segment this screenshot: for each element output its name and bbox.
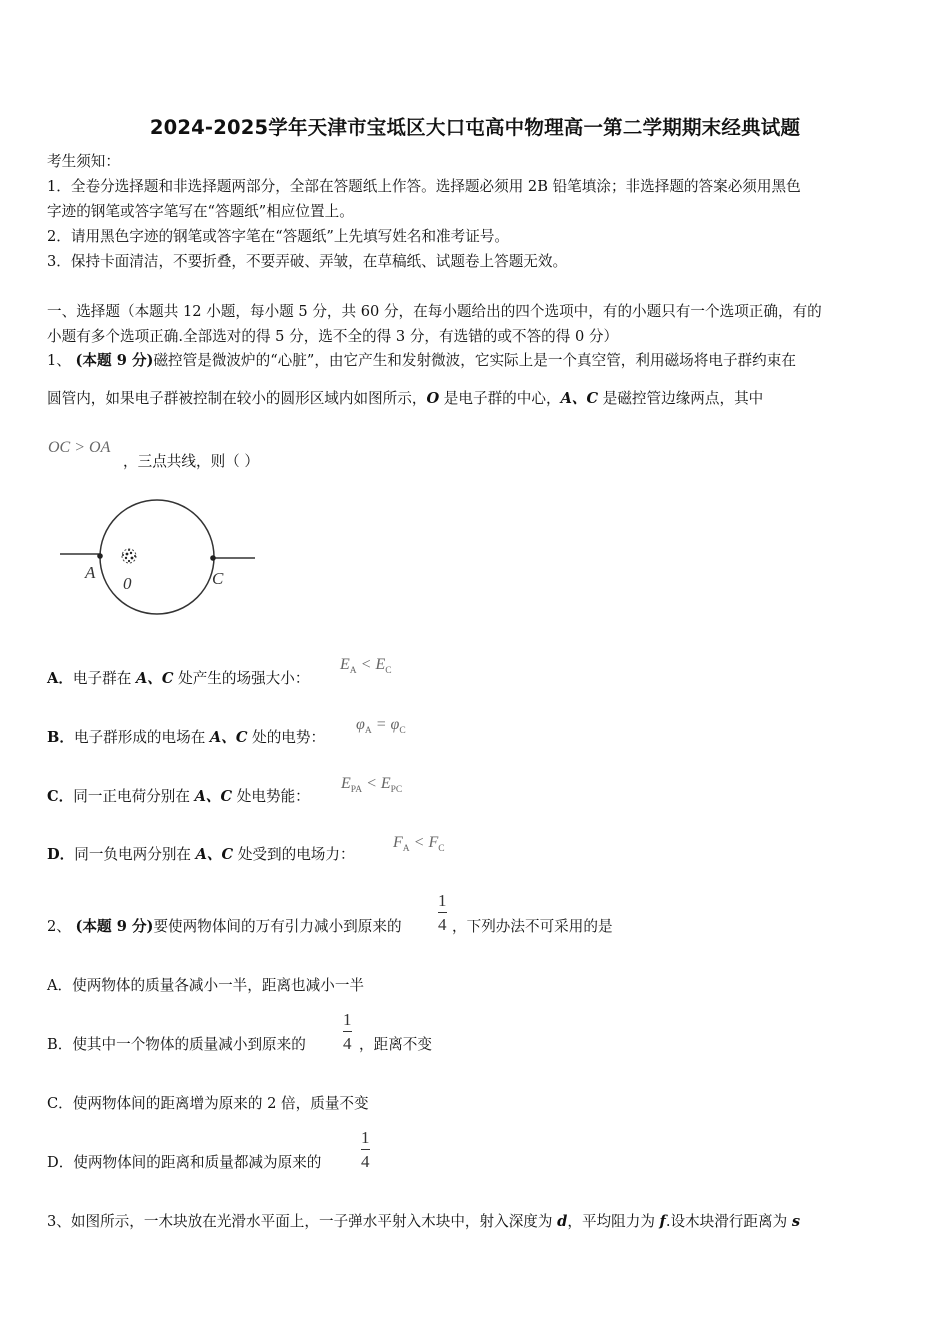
q2-option-D-fraction: 1 4 bbox=[361, 1128, 370, 1171]
q1-text-b2: 是电子群的中心， bbox=[439, 390, 561, 407]
option-text: 电子群形成的电场在 bbox=[73, 729, 210, 746]
notice-line-1b: 字迹的钢笔或答字笔写在“答题纸”相应位置上。 bbox=[47, 203, 354, 220]
section-heading-b: 小题有多个选项正确.全部选对的得 5 分，选不全的得 3 分，有选错的或不答的得 0 分） bbox=[47, 328, 619, 345]
option-key: D． bbox=[47, 846, 75, 863]
q3-text-3: .设木块滑行距离为 bbox=[665, 1213, 792, 1230]
notice-line-2: 2．请用黑色字迹的钢笔或答字笔在“答题纸”上先填写姓名和准考证号。 bbox=[47, 228, 510, 245]
q2-option-B-fraction: 1 4 bbox=[343, 1010, 352, 1053]
q1-condition-text: ，三点共线，则（ ） bbox=[123, 453, 259, 470]
q2-option-C: C．使两物体间的距离增为原来的 2 倍，质量不变 bbox=[47, 1095, 369, 1112]
q1-line-b bbox=[47, 392, 763, 407]
q1-option-B-formula: $\varphi_A = \varphi_C$ bbox=[356, 716, 406, 736]
q3-var-s: s bbox=[791, 1213, 801, 1230]
q3-line bbox=[47, 1215, 800, 1230]
section-heading-a: 一、选择题（本题共 12 小题，每小题 5 分，共 60 分，在每小题给出的四个选项中，有的小题只有一个选项正确，有的 bbox=[47, 303, 822, 320]
fraction-numerator: 1 bbox=[438, 891, 447, 910]
q1-score: (本题 9 分) bbox=[75, 352, 154, 369]
label-O: 0 bbox=[123, 574, 132, 593]
label-A: A bbox=[85, 563, 96, 582]
q1-option-D-formula: $F_A < F_C$ bbox=[393, 834, 445, 854]
q2-option-B: B．使其中一个物体的质量减小到原来的 bbox=[47, 1036, 306, 1053]
point-C-dot bbox=[210, 555, 216, 561]
q1-text-a: 磁控管是微波炉的“心脏”，由它产生和发射微波，它实际上是一个真空管，利用磁场将电子群约束在 bbox=[153, 352, 796, 369]
notice-heading: 考生须知： bbox=[47, 153, 120, 170]
option-points: A、C bbox=[209, 729, 248, 746]
q1-option-A bbox=[47, 672, 309, 687]
magnetron-figure bbox=[55, 490, 265, 625]
page-title: 2024-2025学年天津市宝坻区大口屯高中物理高一第二学期期末经典试题 bbox=[149, 116, 801, 139]
fraction-denominator: 4 bbox=[438, 915, 447, 934]
q3-var-f: f bbox=[659, 1213, 666, 1230]
q1-condition-formula: OC > OA bbox=[48, 439, 111, 456]
option-points: A、C bbox=[195, 846, 234, 863]
q1-option-C-formula: $E_{PA} < E_{PC}$ bbox=[341, 775, 403, 795]
q3-text-2: ，平均阻力为 bbox=[567, 1213, 660, 1230]
q1-option-B bbox=[47, 731, 325, 746]
option-text: 同一负电两分别在 bbox=[74, 846, 196, 863]
point-A-dot bbox=[97, 553, 103, 559]
option-points: A、C bbox=[194, 788, 233, 805]
q1-line-a bbox=[47, 354, 796, 369]
option-text: 处的电势： bbox=[247, 729, 326, 746]
option-text: 同一正电荷分别在 bbox=[73, 788, 195, 805]
q2-number: 2、 bbox=[47, 918, 71, 935]
label-C: C bbox=[212, 569, 224, 588]
option-text: 电子群在 bbox=[72, 670, 136, 687]
notice-line-1a: 1．全卷分选择题和非选择题两部分，全部在答题纸上作答。选择题必须用 2B 铅笔填涂；非选择题的答案必须用黑色 bbox=[47, 178, 801, 195]
q1-text-b1: 圆管内，如果电子群被控制在较小的圆形区域内如图所示， bbox=[47, 390, 427, 407]
tube-circle bbox=[100, 500, 214, 614]
q1-condition-math bbox=[48, 437, 110, 457]
notice-line-3: 3．保持卡面清洁，不要折叠，不要弄破、弄皱，在草稿纸、试题卷上答题无效。 bbox=[47, 253, 568, 270]
option-key: B． bbox=[47, 729, 74, 746]
q1-points-AC: A、C bbox=[560, 390, 599, 407]
q2-text-1: 要使两物体间的万有引力减小到原来的 bbox=[153, 918, 402, 935]
option-text: 处受到的电场力： bbox=[233, 846, 355, 863]
q1-number: 1、 bbox=[47, 352, 71, 369]
q2-line bbox=[47, 920, 402, 935]
q2-option-D: D．使两物体间的距离和质量都减为原来的 bbox=[47, 1154, 322, 1171]
q3-var-d: d bbox=[557, 1213, 568, 1230]
option-text: 处产生的场强大小： bbox=[173, 670, 310, 687]
q2-fraction bbox=[438, 892, 447, 933]
q2-option-A: A．使两物体的质量各减小一半，距离也减小一半 bbox=[47, 977, 365, 994]
q1-option-D bbox=[47, 848, 355, 863]
option-text: 处电势能： bbox=[232, 788, 310, 805]
option-points: A、C bbox=[135, 670, 174, 687]
q1-option-A-formula: $E_A < E_C$ bbox=[340, 656, 392, 676]
q3-text-1: 3、如图所示，一木块放在光滑水平面上，一子弹水平射入木块中，射入深度为 bbox=[47, 1213, 558, 1230]
q1-option-C bbox=[47, 790, 310, 805]
q2-text-2: ，下列办法不可采用的是 bbox=[452, 918, 613, 935]
q1-text-b3: 是磁控管边缘两点，其中 bbox=[598, 390, 764, 407]
option-key: C． bbox=[47, 788, 74, 805]
option-key: A． bbox=[47, 670, 73, 687]
q1-point-O: O bbox=[426, 390, 440, 407]
q2-score: (本题 9 分) bbox=[75, 918, 154, 935]
q2-option-B-tail: ，距离不变 bbox=[359, 1036, 432, 1053]
electron-cloud bbox=[122, 549, 136, 563]
